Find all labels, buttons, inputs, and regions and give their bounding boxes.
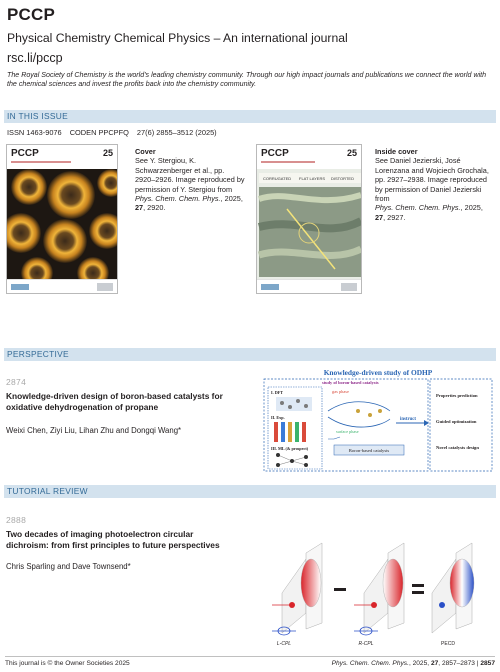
tutorial-review-heading: TUTORIAL REVIEW bbox=[7, 486, 88, 496]
article-page-number: 2888 bbox=[6, 515, 27, 525]
volume-info: 27(6) 2855–3512 (2025) bbox=[136, 128, 217, 137]
cover-ref-journal: Phys. Chem. Chem. Phys. bbox=[135, 194, 221, 204]
rsc-blurb: The Royal Society of Chemistry is the world's leading chemistry community. Through our high impact journals and publications we connect the world with the chemical sciences and invest the profits back into the chemistry community. bbox=[7, 71, 487, 88]
toc-label-pecd: PECD bbox=[441, 641, 455, 647]
inside-cover-thumb-number: 25 bbox=[346, 148, 357, 158]
footer-copyright: This journal is © the Owner Societies 2025 bbox=[5, 660, 130, 667]
footer-rule bbox=[5, 656, 495, 657]
masthead bbox=[7, 5, 492, 89]
inside-cover-tag-2: FLAT LAYERS bbox=[299, 176, 326, 181]
perspective-heading: PERSPECTIVE bbox=[7, 349, 69, 359]
toc-left-label-3: III. ML (& prospect) bbox=[271, 446, 309, 451]
cover-thumb-title: PCCP bbox=[11, 148, 39, 159]
coden: CODEN PPCPFQ bbox=[69, 128, 129, 137]
journal-full-title: Physical Chemistry Chemical Physics – An international journal bbox=[7, 31, 348, 45]
issn: ISSN 1463-9076 bbox=[7, 128, 62, 137]
inside-cover-thumb-subtitle-bar bbox=[261, 161, 315, 163]
inside-cover-artwork-image bbox=[257, 169, 362, 279]
footer-journal: Phys. Chem. Chem. Phys. bbox=[331, 660, 409, 667]
toc-center-label-1: gas phase bbox=[332, 389, 349, 394]
toc-left-label-1: I. DFT bbox=[271, 390, 284, 395]
cover-caption: Cover See Y. Stergiou, K. Schwarzenberger et al., pp. 2920–2926. Image reproduced by permission of Y. Stergiou from Phys. Chem. Chem. Phys., 2025, 27, 2920. bbox=[135, 147, 245, 213]
inside-cover-thumb-footer bbox=[257, 279, 361, 293]
toc-left-label-2: II. Exp. bbox=[271, 415, 285, 420]
article-title[interactable]: Knowledge-driven design of boron-based catalysts for oxidative dehydrogenation of propane bbox=[6, 391, 223, 412]
inside-cover-label: Inside cover bbox=[375, 147, 418, 156]
toc-graphic-title: Knowledge-driven study of ODHP bbox=[323, 368, 433, 377]
toc-label-lcpl: L-CPL bbox=[276, 641, 292, 647]
toc-right-label-2: Guided optimization bbox=[436, 419, 477, 424]
inside-cover-tag-3: DISTORTED bbox=[331, 176, 354, 181]
in-this-issue-band bbox=[4, 110, 496, 123]
footer-page-number: 2857 bbox=[480, 660, 495, 667]
in-this-issue-heading: IN THIS ISSUE bbox=[7, 111, 68, 121]
cover-thumb-number: 25 bbox=[102, 148, 113, 158]
journal-abbreviation: PCCP bbox=[7, 5, 56, 24]
toc-right-label-3: Novel catalysts design bbox=[436, 445, 479, 450]
cover-thumb-subtitle-bar bbox=[11, 161, 71, 163]
inside-cover-thumbnail[interactable] bbox=[256, 144, 362, 294]
cover-thumb-footer bbox=[7, 279, 117, 293]
toc-label-rcpl: R-CPL bbox=[358, 641, 374, 647]
article-title[interactable]: Two decades of imaging photoelectron circular dichroism: from first principles to future perspectives bbox=[6, 529, 220, 550]
article-page-number: 2874 bbox=[6, 377, 27, 387]
tutorial-toc-graphic bbox=[262, 533, 494, 649]
cover-artwork-image bbox=[7, 169, 118, 279]
tutorial-review-band bbox=[4, 485, 496, 498]
perspective-toc-graphic bbox=[262, 367, 494, 475]
cover-thumbnail[interactable] bbox=[6, 144, 118, 294]
inside-cover-thumb-title: PCCP bbox=[261, 148, 289, 159]
toc-instruct-label: instruct bbox=[400, 417, 416, 422]
toc-center-label-2: surface phase bbox=[336, 429, 359, 434]
inside-cover-ref-journal: Phys. Chem. Chem. Phys. bbox=[375, 203, 461, 213]
article-authors: Weixi Chen, Ziyi Liu, Lihan Zhu and Dongqi Wang* bbox=[6, 426, 182, 435]
inside-cover-description: See Daniel Jezierski, José Lorenzana and Wojciech Grochala, pp. 2927–2938. Image reproduced by permission of Daniel Jezierski from bbox=[375, 156, 489, 204]
tutorial-review-article[interactable] bbox=[6, 515, 236, 571]
journal-url-link[interactable]: rsc.li/pccp bbox=[7, 51, 63, 65]
toc-graphic-subtitle: study of boron-based catalysts bbox=[322, 380, 379, 385]
perspective-article[interactable] bbox=[6, 377, 246, 435]
footer-citation: Phys. Chem. Chem. Phys., 2025, 27, 2857–2873 | 2857 bbox=[331, 660, 495, 667]
cover-description: See Y. Stergiou, K. Schwarzenberger et al., pp. 2920–2926. Image reproduced by permission of Y. Stergiou from bbox=[135, 156, 245, 194]
issue-meta bbox=[7, 128, 223, 137]
toc-center-label-3: Boron-based catalysts bbox=[348, 448, 390, 453]
toc-right-label-1: Properties prediction bbox=[436, 393, 478, 398]
cover-label: Cover bbox=[135, 147, 156, 156]
inside-cover-caption: Inside cover See Daniel Jezierski, José Lorenzana and Wojciech Grochala, pp. 2927–2938. Image reproduced by permission of Daniel Jezierski from Phys. Chem. Chem. Phys., 2025, 27, 2927. bbox=[375, 147, 493, 222]
inside-cover-tag-1: CORRUGATED bbox=[263, 176, 292, 181]
perspective-band bbox=[4, 348, 496, 361]
article-authors: Chris Sparling and Dave Townsend* bbox=[6, 562, 131, 571]
